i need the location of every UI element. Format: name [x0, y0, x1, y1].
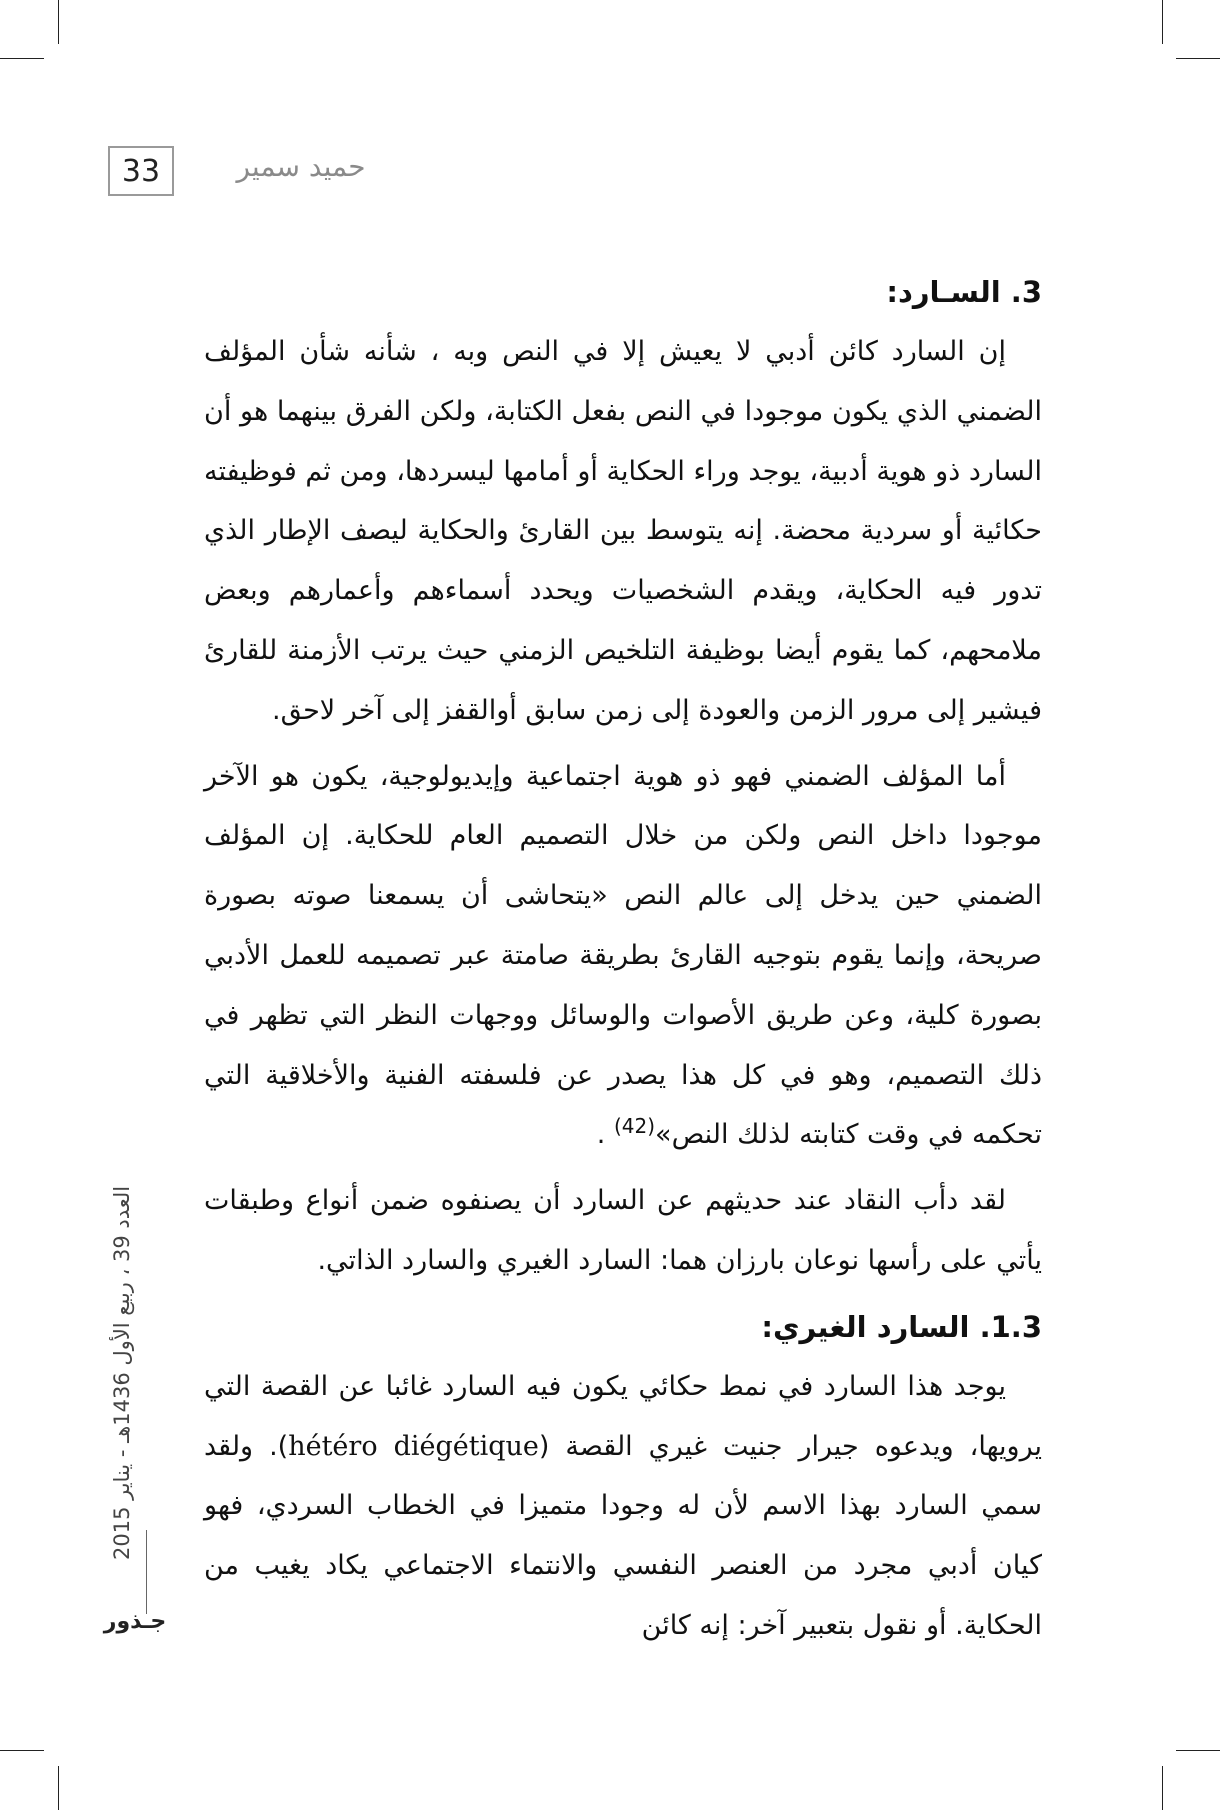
sidebar-divider	[146, 1530, 147, 1614]
paragraph	[204, 1171, 1042, 1291]
crop-mark	[1162, 0, 1163, 44]
paragraph-text: ). ولقد سمي السارد بهذا الاسم لأن له وجودا متميزا في الخطاب السردي، فهو كيان أدبي مجرد من العنصر النفسي والانتماء الاجتماعي يكاد يغيب من الحكاية. أو نقول بتعبير آخر: إنه كائن	[204, 1430, 1042, 1641]
article-body	[204, 262, 1042, 1662]
paragraph-text: إن السارد كائن أدبي لا يعيش إلا في النص وبه ، شأنه شأن المؤلف الضمني الذي يكون موجودا في النص بفعل الكتابة، ولكن الفرق بينهما هو أن السارد ذو هوية أدبية، يوجد وراء الحكاية أو أمامها ليسردها، ومن ثم فوظيفته حكائية أو سردية محضة. إنه يتوسط بين القارئ والحكاية ليصف الإطار الذي تدور فيه الحكاية، ويقدم الشخصيات ويحدد أسماءهم وأعمارهم وبعض ملامحهم، كما يقوم أيضا بوظيفة التلخيص الزمني حيث يرتب الأزمنة للقارئ فيشير إلى مرور الزمن والعودة إلى زمن سابق أوالقفز إلى آخر لاحق.	[204, 336, 1042, 726]
paragraph-text: لقد دأب النقاد عند حديثهم عن السارد أن يصنفوه ضمن أنواع وطبقات يأتي على رأسها نوعان بارزان هما: السارد الغيري والسارد الذاتي.	[204, 1185, 1042, 1276]
paragraph	[204, 322, 1042, 741]
subsection-heading: 1.3. السارد الغيري:	[761, 1309, 1042, 1344]
paragraph-text: أما المؤلف الضمني فهو ذو هوية اجتماعية وإيديولوجية، يكون هو الآخر موجودا داخل النص ولكن من خلال التصميم العام للحكاية. إن المؤلف الضمني حين يدخل إلى عالم النص «يتحاشى أن يسمعنا صوته بصورة صريحة، وإنما يقوم بتوجيه القارئ بطريقة صامتة عبر تصميمه للعمل الأدبي بصورة كلية، وعن طريق الأصوات والوسائل ووجهات النظر التي تظهر في ذلك التصميم، وهو في كل هذا يصدر عن فلسفته الفنية والأخلاقية التي تحكمه في وقت كتابته لذلك النص»	[204, 760, 1042, 1151]
crop-mark	[0, 58, 44, 59]
issue-info-text: العدد 39 ، ربيع الأول 1436هـ - يناير 2015	[110, 1185, 134, 1560]
crop-mark	[0, 1750, 44, 1751]
crop-mark	[58, 0, 59, 44]
footnote-reference[interactable]: (42)	[613, 1114, 656, 1139]
running-header-author: حميد سمير	[236, 150, 366, 183]
crop-mark	[1176, 1750, 1220, 1751]
paragraph-text: يوجد هذا السارد في نمط حكائي يكون فيه السارد غائبا عن القصة التي يرويها، ويدعوه جيرار جنيت غيري القصة (	[204, 1370, 1042, 1462]
paragraph	[204, 747, 1042, 1166]
crop-mark	[1176, 58, 1220, 59]
paragraph-end: .	[596, 1119, 606, 1151]
latin-term: hétéro diégétique	[288, 1430, 539, 1462]
paragraph	[204, 1357, 1042, 1656]
crop-mark	[58, 1766, 59, 1810]
section-heading: 3. السـارد:	[886, 275, 1042, 309]
journal-logo: جـذور	[103, 1608, 167, 1634]
page-number: 33	[108, 146, 174, 196]
crop-mark	[1162, 1766, 1163, 1810]
